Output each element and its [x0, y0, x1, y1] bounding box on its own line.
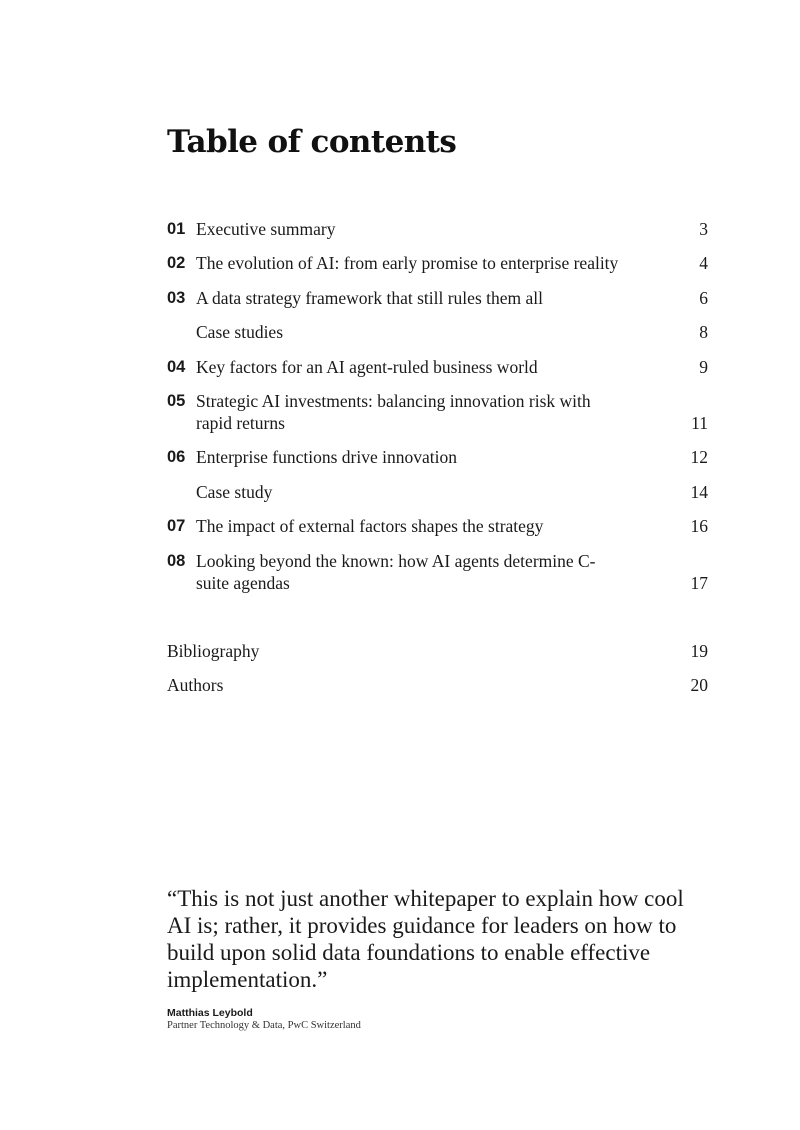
toc-label: Strategic AI investments: balancing innovation risk with rapid returns	[196, 390, 591, 433]
toc-entry-08[interactable]	[167, 550, 708, 594]
toc-number: 03	[167, 288, 186, 307]
toc-page-number: 17	[690, 572, 708, 593]
pull-quote: “This is not just another whitepaper to explain how cool AI is; rather, it provides guidance for leaders on how to build upon solid data foundations to enable effective implementation.”	[167, 886, 684, 992]
toc-entry-bibliography[interactable]	[167, 640, 708, 662]
toc-entry-02[interactable]	[167, 252, 708, 274]
toc-entry-03[interactable]	[167, 287, 708, 309]
toc-page-number: 4	[699, 253, 708, 274]
page-title: Table of contents	[167, 124, 457, 160]
toc-entry-authors[interactable]	[167, 674, 708, 696]
toc-page-number: 3	[699, 219, 708, 239]
toc-page-number: 19	[690, 640, 708, 661]
toc-number: 05	[167, 391, 186, 410]
toc-label: Authors	[167, 674, 224, 695]
toc-label: Key factors for an AI agent-ruled business world	[196, 356, 538, 377]
toc-page-number: 14	[690, 481, 708, 502]
toc-label: The evolution of AI: from early promise to enterprise reality	[196, 253, 619, 274]
toc-entry-07[interactable]	[167, 515, 708, 537]
quote-author: Matthias Leybold	[167, 1007, 253, 1019]
toc-number: 01	[167, 220, 186, 238]
toc-page-number: 16	[690, 516, 708, 537]
toc-entry-05[interactable]	[167, 390, 708, 434]
toc-entry-case-study[interactable]	[167, 481, 708, 503]
toc-entry-06[interactable]	[167, 446, 708, 468]
toc-number: 02	[167, 254, 186, 273]
toc-page-number: 9	[699, 356, 708, 377]
toc-page-number: 8	[699, 322, 708, 343]
toc-number: 04	[167, 357, 186, 376]
toc-page-number: 11	[691, 412, 708, 433]
toc-label: Case study	[196, 481, 273, 502]
toc-label: Enterprise functions drive innovation	[196, 447, 457, 468]
toc-number: 08	[167, 551, 186, 570]
toc-label: Looking beyond the known: how AI agents determine C-suite agendas	[196, 550, 596, 593]
table-of-contents	[167, 218, 708, 696]
toc-number: 07	[167, 517, 186, 536]
toc-page-number: 6	[699, 287, 708, 308]
toc-label: Bibliography	[167, 640, 260, 661]
toc-entry-01[interactable]	[167, 218, 708, 240]
toc-label: Executive summary	[196, 219, 336, 239]
toc-entry-case-studies[interactable]	[167, 321, 708, 343]
quote-author-role: Partner Technology & Data, PwC Switzerland	[167, 1020, 361, 1031]
toc-entry-04[interactable]	[167, 356, 708, 378]
toc-label: Case studies	[196, 322, 284, 343]
toc-page-number: 20	[690, 674, 708, 695]
toc-label: A data strategy framework that still rules them all	[196, 287, 543, 308]
toc-page-number: 12	[690, 447, 708, 468]
toc-number: 06	[167, 448, 186, 467]
toc-label: The impact of external factors shapes the strategy	[196, 516, 544, 537]
